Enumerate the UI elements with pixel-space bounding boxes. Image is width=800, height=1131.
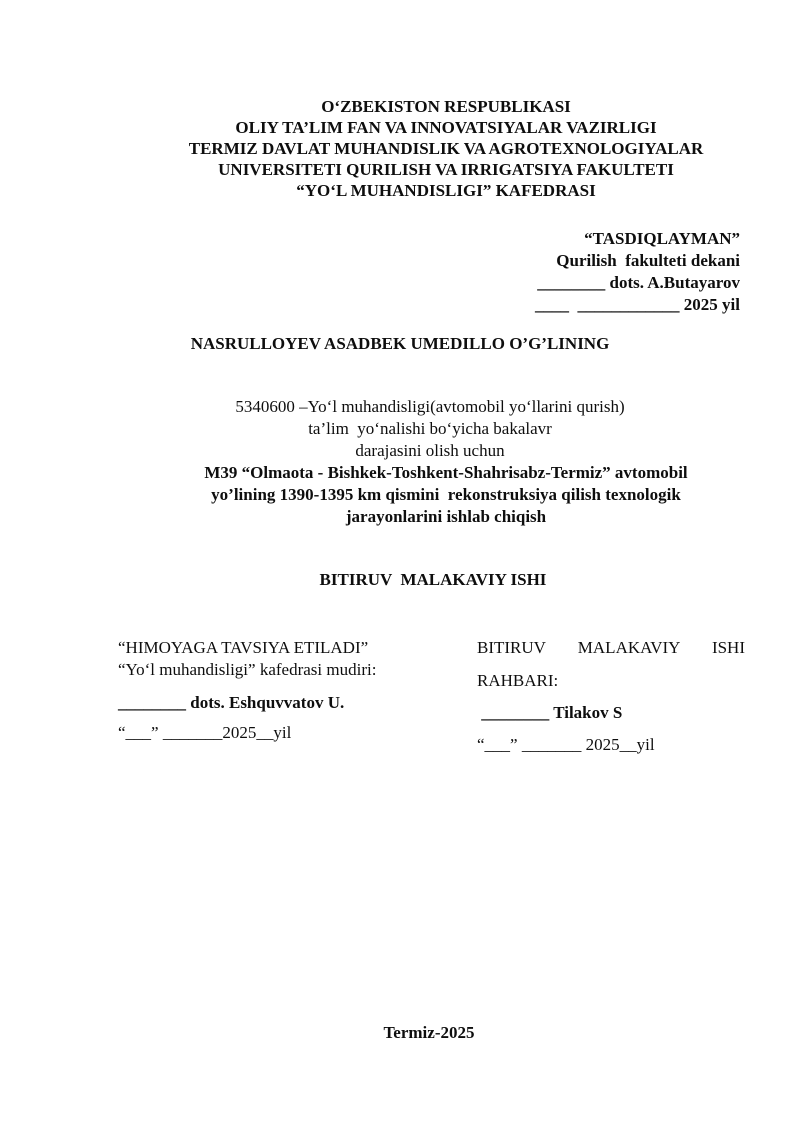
thesis-title-block xyxy=(120,462,772,528)
city-year-footer: Termiz-2025 xyxy=(383,1023,475,1042)
work-type-heading: BITIRUV MALAKAVIY ISHI xyxy=(319,570,547,589)
degree-direction-line: ta’lim yo‘nalishi bo‘yicha bakalavr xyxy=(308,419,552,438)
header-line-department: “YO‘L MUHANDISLIGI” KAFEDRASI xyxy=(296,181,596,200)
supervisor-signature-line: ________ Tilakov S xyxy=(477,703,623,722)
supervisor-role-line-1: BITIRUV MALAKAVIY ISHI xyxy=(477,638,745,657)
approval-date-line: ____ ____________ 2025 yil xyxy=(535,295,740,314)
degree-program-block xyxy=(120,396,740,462)
approval-title: “TASDIQLAYMAN” xyxy=(584,229,740,248)
degree-purpose-line: darajasini olish uchun xyxy=(355,441,505,460)
supervisor-block xyxy=(477,637,745,756)
thesis-title-line-1: M39 “Olmaota - Bishkek-Toshkent-Shahrisabz-Termiz” avtomobil xyxy=(204,463,688,482)
header-line-university-1: TERMIZ DAVLAT MUHANDISLIK VA AGROTEXNOLOGIYALAR xyxy=(188,139,704,158)
student-name-line: NASRULLOYEV ASADBEK UMEDILLO O’G’LINING xyxy=(190,334,610,353)
degree-specialty-line: 5340600 –Yo‘l muhandisligi(avtomobil yo‘llarini qurish) xyxy=(235,397,625,416)
approval-signature-line: ________ dots. A.Butayarov xyxy=(537,273,740,292)
ministry-header xyxy=(120,96,772,201)
thesis-title-line-3: jarayonlarini ishlab chiqish xyxy=(345,507,547,526)
recommendation-date-line: “___” _______2025__yil xyxy=(118,723,292,742)
header-line-university-2: UNIVERSITETI QURILISH VA IRRIGATSIYA FAKULTETI xyxy=(218,160,674,179)
recommendation-block xyxy=(118,637,466,744)
header-line-ministry: OLIY TA’LIM FAN VA INNOVATSIYALAR VAZIRLIGI xyxy=(235,118,657,137)
supervisor-role-line-2: RAHBARI: xyxy=(477,671,559,690)
recommendation-line-1: “HIMOYAGA TAVSIYA ETILADI” xyxy=(118,638,369,657)
supervisor-date-line: “___” _______ 2025__yil xyxy=(477,735,655,754)
recommendation-line-2: “Yo‘l muhandisligi” kafedrasi mudiri: xyxy=(118,660,377,679)
recommendation-signature-line: ________ dots. Eshquvvatov U. xyxy=(118,693,345,712)
approval-dean-line: Qurilish fakulteti dekani xyxy=(556,251,740,270)
header-line-country: O‘ZBEKISTON RESPUBLIKASI xyxy=(321,97,571,116)
approval-block xyxy=(430,228,740,316)
thesis-title-line-2: yo’lining 1390-1395 km qismini rekonstruksiya qilish texnologik xyxy=(211,485,681,504)
